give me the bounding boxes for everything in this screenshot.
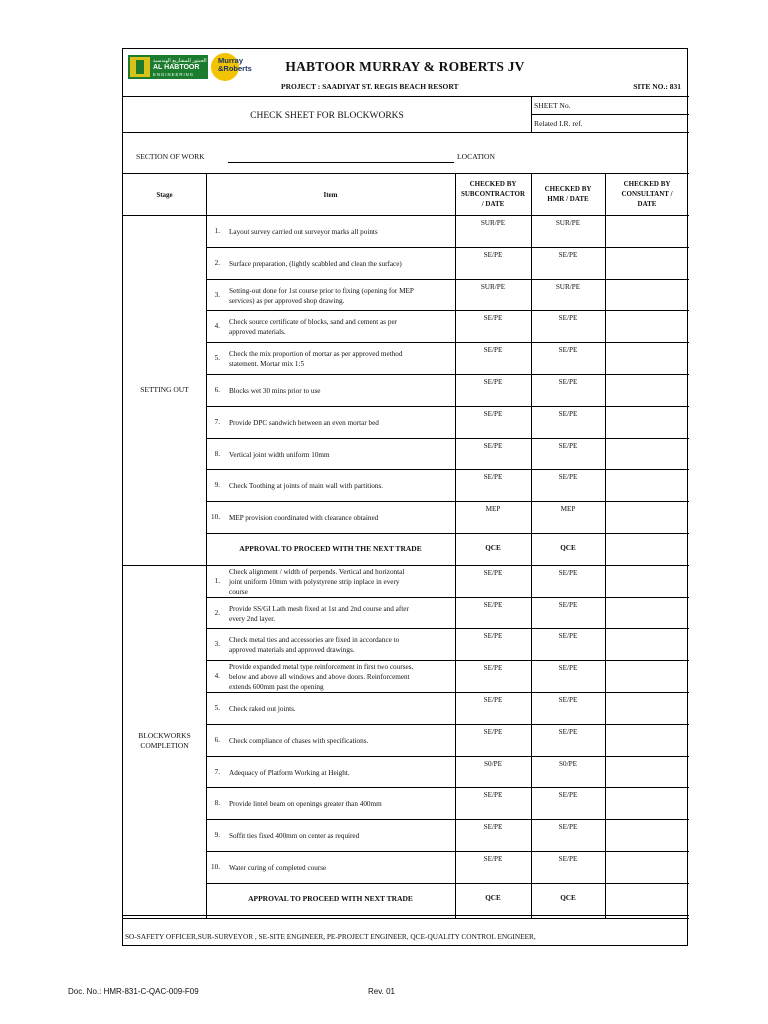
consultant-check-cell[interactable] [607,569,681,595]
rule [206,660,689,661]
item-text: approved materials. [229,328,286,337]
item-number: 8. [214,799,220,808]
hmr-check: SUR/PE [555,219,581,227]
hmr-check: SE/PE [558,823,578,832]
hmr-check: SE/PE [558,473,578,482]
company-name: HABTOOR MURRAY & ROBERTS JV [285,59,525,74]
al-habtoor-logo-name: AL HABTOOR [153,64,200,71]
subcontractor-check: SUR/PE [480,219,506,227]
subcontractor-check: SE/PE [483,568,503,577]
rule [206,469,689,470]
hmr-check: SE/PE [558,600,578,609]
item-text: Blocks wet 30 mins prior to use [229,386,321,395]
location-label: LOCATION [457,152,495,161]
stage-setting-out: SETTING OUT [140,385,189,394]
subcontractor-check: S0/PE [484,759,502,768]
rule [206,406,689,407]
project-name: PROJECT : SAADIYAT ST. REGIS BEACH RESORT [281,82,459,91]
consultant-check-cell[interactable] [607,283,681,309]
hmr-check: SE/PE [558,632,578,641]
rule [206,374,689,375]
rule [206,692,689,693]
consultant-check-cell[interactable] [607,696,681,722]
col-item: Item [323,191,338,199]
hmr-check: SUR/PE [555,282,581,291]
rule [605,173,606,918]
consultant-check-cell[interactable] [607,855,681,881]
hmr-check: MEP [560,505,576,514]
item-text: below and above all windows and above doors. Reinforcement [229,673,410,682]
subcontractor-check: SE/PE [483,664,503,673]
rule [206,310,689,311]
approval-subcontractor: QCE [485,543,501,552]
item-text: Provide expanded metal type reinforcement in first two courses, [229,663,414,672]
col-subcontractor-line: CHECKED BY [469,180,517,188]
consultant-check-cell[interactable] [607,251,681,277]
item-text: Vertical joint width uniform 10mm [229,450,330,459]
item-text: Check Toothing at joints of main wall with partitions. [229,482,384,491]
item-text: extends 600mm past the opening [229,683,324,692]
hmr-check: SE/PE [558,727,578,736]
stage-blockworks-completion-line: BLOCKWORKS [138,731,191,740]
hmr-check: SE/PE [558,855,578,863]
document-number: Doc. No.: HMR-831-C-QAC-009-F09 [68,987,199,996]
al-habtoor-logo-arabic: الحبتور للمشاريع الهندسية [153,58,207,64]
consultant-check-cell[interactable] [607,823,681,849]
item-text: Layout survey carried out surveyor marks all points [229,227,378,236]
section-of-work-field[interactable] [228,162,454,163]
hmr-check: SE/PE [558,664,578,673]
hmr-check: SE/PE [558,791,578,800]
item-text: every 2nd layer. [229,614,276,623]
item-number: 3. [214,640,220,649]
item-number: 1. [214,226,220,235]
item-text: Setting-out done for 1st course prior to fixing (opening for MEP [229,286,414,295]
approval-hmr: QCE [560,543,576,552]
item-text: Check alignment / width of perpends. Vertical and horizontal [229,567,405,576]
rule [123,96,689,97]
item-number: 5. [214,354,220,363]
item-number: 8. [214,449,220,458]
hmr-check: SE/PE [558,378,578,386]
hmr-check: S0/PE [559,759,577,768]
col-hmr-line: CHECKED BY [544,185,592,193]
consultant-check-cell[interactable] [607,410,681,436]
subcontractor-check: SE/PE [483,473,503,482]
check-sheet [122,48,688,946]
rule [123,132,689,133]
rule [206,819,689,820]
subcontractor-check: SE/PE [483,409,503,418]
item-number: 9. [214,481,220,490]
col-consultant [605,179,689,209]
item-text: Provide lintel beam on openings greater than 400mm [229,800,382,809]
consultant-check-cell[interactable] [607,791,681,817]
subcontractor-check: SE/PE [483,855,503,863]
col-hmr-line: HMR / DATE [547,195,589,203]
hmr-check: SE/PE [558,441,578,450]
subcontractor-check: SE/PE [483,378,503,386]
hmr-check: SE/PE [558,314,578,323]
item-text: statement. Mortar mix 1:5 [229,360,305,369]
consultant-check-cell[interactable] [607,346,681,372]
hmr-check: SE/PE [558,409,578,418]
stage-blockworks-completion-line: COMPLETION [140,741,189,750]
item-text: services) as per approved shop drawing. [229,296,345,305]
hmr-check: SE/PE [558,250,578,259]
item-text: Check raked out joints. [229,704,296,713]
col-hmr [531,184,605,204]
consultant-check-cell[interactable] [607,601,681,627]
abbreviation-legend: SO-SAFETY OFFICER,SUR-SURVEYOR , SE-SITE ENGINEER, PE-PROJECT ENGINEER, QCE-QUALITY CONTROL ENGINEER, [125,932,536,941]
hmr-check: SE/PE [558,696,578,704]
approval-hmr: QCE [560,893,576,902]
item-number: 10. [211,513,220,522]
col-subcontractor-line: / DATE [481,200,505,208]
section-of-work-label: SECTION OF WORK [136,152,205,161]
subcontractor-check: SE/PE [483,791,503,800]
item-text: approved materials and approved drawings. [229,646,355,655]
subcontractor-check: SE/PE [483,823,503,832]
consultant-check-cell[interactable] [607,442,681,468]
col-consultant-line: CONSULTANT / [621,190,673,198]
col-consultant-line: CHECKED BY [623,180,671,188]
consultant-check-cell[interactable] [607,632,681,658]
item-text: Check metal ties and accessories are fixed in accordance to [229,636,400,645]
consultant-check-cell[interactable] [607,664,681,690]
consultant-check-cell[interactable] [607,728,681,754]
subcontractor-check: SE/PE [483,250,503,259]
item-text: Surface preparation, (lightly scabbled and clean the surface) [229,259,402,268]
consultant-check-cell[interactable] [607,219,681,245]
item-text: course [229,587,248,596]
form-title: CHECK SHEET FOR BLOCKWORKS [250,111,404,121]
rule [206,342,689,343]
item-number: 7. [214,417,220,426]
rule [206,533,689,534]
col-stage: Stage [156,191,173,199]
related-ir-label: Related I.R. ref. [534,119,583,128]
item-number: 6. [214,735,220,744]
consultant-check-cell[interactable] [607,378,681,404]
item-number: 7. [214,767,220,776]
rule [206,501,689,502]
item-number: 2. [214,608,220,617]
al-habtoor-logo-sub: ENGINEERING [153,72,195,77]
item-number: 1. [214,576,220,585]
item-number: 4. [214,322,220,331]
rule [123,918,689,919]
item-number: 10. [211,862,220,871]
item-text: Adequacy of Platform Working at Height. [229,768,350,777]
rule [206,438,689,439]
rule [123,565,689,566]
consultant-check-cell[interactable] [607,473,681,499]
subcontractor-check: SE/PE [483,727,503,736]
rule [123,915,689,916]
item-number: 2. [214,258,220,267]
item-text: Check source certificate of blocks, sand and cement as per [229,318,398,327]
item-text: Provide DPC sandwich between an even mortar bed [229,418,379,427]
col-consultant-line: DATE [637,200,657,208]
item-number: 9. [214,831,220,840]
rule [206,279,689,280]
rule [206,851,689,852]
rule [206,883,689,884]
col-subcontractor-line: SUBCONTRACTOR [460,190,526,198]
subcontractor-check: SE/PE [483,600,503,609]
revision: Rev. 01 [368,987,395,996]
item-text: Soffit ties fixed 400mm on center as required [229,832,360,841]
rule [206,628,689,629]
rule [206,597,689,598]
item-text: Check the mix proportion of mortar as per approved method [229,350,403,359]
item-number: 3. [214,290,220,299]
item-number: 5. [214,703,220,712]
col-subcontractor [455,179,531,209]
hmr-check: SE/PE [558,568,578,577]
item-text: MEP provision coordinated with clearance obtained [229,514,379,523]
stage-blockworks-completion [123,731,206,751]
subcontractor-check: SE/PE [483,441,503,450]
item-number: 4. [214,672,220,681]
subcontractor-check: SE/PE [483,696,503,704]
consultant-check-cell[interactable] [607,505,681,531]
rule [206,756,689,757]
rule [206,724,689,725]
approval-text: APPROVAL TO PROCEED WITH NEXT TRADE [248,893,413,903]
murray-roberts-logo-text: Murray &Roberts [218,56,252,73]
sheet-no-label: SHEET No. [534,101,571,110]
site-number: SITE NO.: 831 [633,82,681,91]
hmr-check: SE/PE [558,346,578,355]
subcontractor-check: SE/PE [483,632,503,641]
item-text: joint uniform 10mm with polystyrene strip inplace in every [229,577,400,586]
item-text: Check compliance of chases with specifications. [229,736,369,745]
subcontractor-check: MEP [485,505,501,514]
approval-subcontractor: QCE [485,893,501,902]
item-text: Provide SS/GI Lath mesh fixed at 1st and 2nd course and after [229,604,409,613]
rule [531,114,689,115]
subcontractor-check: SUR/PE [480,282,506,291]
consultant-check-cell[interactable] [607,314,681,340]
rule [206,247,689,248]
rule [206,787,689,788]
subcontractor-check: SE/PE [483,346,503,355]
item-text: Water curing of completed course [229,863,327,872]
item-number: 6. [214,385,220,394]
approval-text: APPROVAL TO PROCEED WITH THE NEXT TRADE [239,543,422,553]
consultant-check-cell[interactable] [607,760,681,786]
subcontractor-check: SE/PE [483,314,503,323]
